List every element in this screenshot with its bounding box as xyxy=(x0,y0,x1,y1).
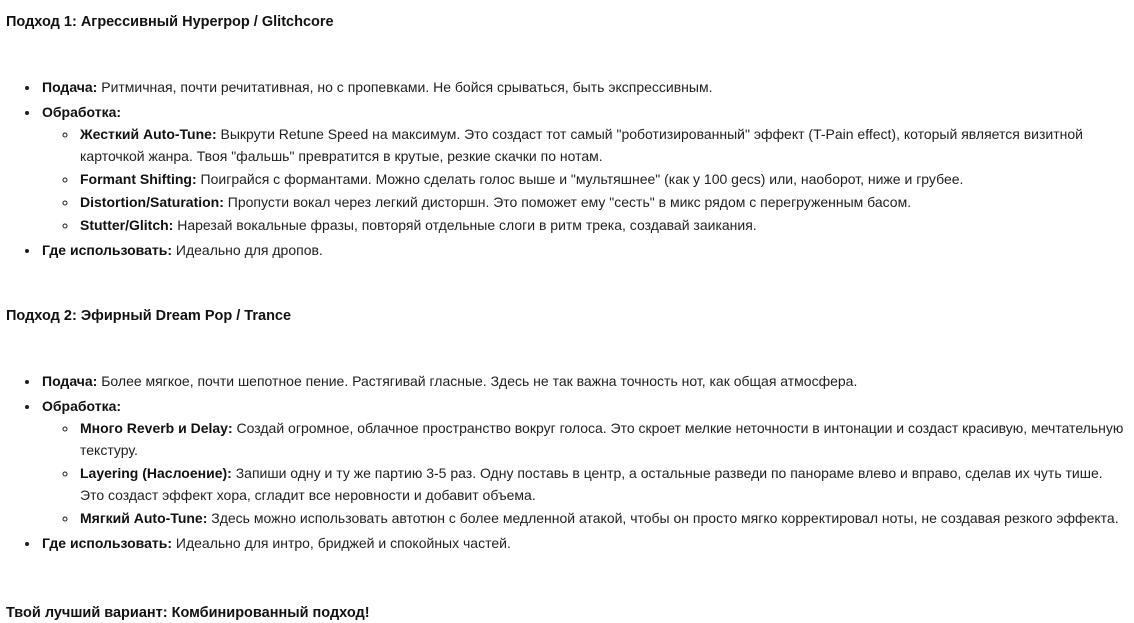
list-item xyxy=(78,507,1126,529)
item-text: Выкрути Retune Speed на максимум. Это создаст тот самый "роботизированный" эффект (T-Pain effect), который является визитной карточкой жанра. Твоя "фальшь" превратится в крутые, резкие скачки по нотам. xyxy=(80,126,1083,164)
footer-spacer xyxy=(6,557,1126,603)
section-approach-1 xyxy=(6,12,1126,261)
item-text: Создай огромное, облачное пространство вокруг голоса. Это скроет мелкие неточности в интонации и создаст красивую, мечтательную текстуру. xyxy=(80,420,1124,458)
list-item xyxy=(78,214,1126,236)
section-heading: Подход 2: Эфирный Dream Pop / Trance xyxy=(6,308,292,324)
item-text: Пропусти вокал через легкий дисторшн. Это поможет ему "сесть" в микс рядом с перегруженным басом. xyxy=(227,194,912,210)
section-heading: Подход 1: Агрессивный Hyperpop / Glitchcore xyxy=(6,14,334,30)
item-label: Где использовать: xyxy=(42,242,173,258)
list-item xyxy=(78,123,1126,167)
item-text: Идеально для интро, бриджей и спокойных частей. xyxy=(175,535,511,551)
item-text: Здесь можно использовать автотюн с более медленной атакой, чтобы он просто мягко корректировал ноты, не создавая резкого эффекта. xyxy=(211,510,1119,526)
section-approach-2 xyxy=(6,306,1126,554)
list-item xyxy=(40,370,1126,392)
list-item xyxy=(40,395,1126,529)
item-text: Ритмичная, почти речитативная, но с пропевками. Не бойся срываться, быть экспрессивным. xyxy=(101,79,713,95)
document-body xyxy=(6,12,1126,623)
list-item xyxy=(40,239,1126,261)
item-text: Идеально для дропов. xyxy=(175,242,323,258)
item-label: Stutter/Glitch: xyxy=(80,217,174,233)
item-label: Много Reverb и Delay: xyxy=(80,420,233,436)
item-label: Layering (Наслоение): xyxy=(80,465,232,481)
list-item xyxy=(78,168,1126,190)
item-text: Более мягкое, почти шепотное пение. Растягивай гласные. Здесь не так важна точность нот, как общая атмосфера. xyxy=(101,373,858,389)
item-label: Подача: xyxy=(42,373,98,389)
item-label: Formant Shifting: xyxy=(80,171,197,187)
list-item xyxy=(78,462,1126,506)
item-text: Запиши одну и ту же партию 3-5 раз. Одну поставь в центр, а остальные разведи по панораме влево и вправо, сделав их чуть тише. Это создаст эффект хора, сгладит все неровности и добавит объема. xyxy=(80,465,1103,503)
item-label: Подача: xyxy=(42,79,98,95)
item-label: Где использовать: xyxy=(42,535,173,551)
sub-bullet-list xyxy=(42,417,1126,529)
list-item xyxy=(40,76,1126,98)
item-label: Обработка: xyxy=(42,398,122,414)
section-spacer xyxy=(6,264,1126,306)
item-text: Нарезай вокальные фразы, повторяй отдельные слоги в ритм трека, создавай заикания. xyxy=(177,217,757,233)
footer-heading: Твой лучший вариант: Комбинированный подход! xyxy=(6,605,370,621)
bullet-list xyxy=(6,370,1126,554)
list-item xyxy=(78,417,1126,461)
item-label: Мягкий Auto-Tune: xyxy=(80,510,208,526)
item-label: Обработка: xyxy=(42,104,122,120)
list-item xyxy=(40,532,1126,554)
list-item xyxy=(78,191,1126,213)
sub-bullet-list xyxy=(42,123,1126,236)
bullet-list xyxy=(6,76,1126,261)
list-item xyxy=(40,101,1126,236)
item-label: Жесткий Auto-Tune: xyxy=(80,126,217,142)
item-text: Поиграйся с формантами. Можно сделать голос выше и "мультяшнее" (как у 100 gecs) или, наоборот, ниже и грубее. xyxy=(200,171,964,187)
item-label: Distortion/Saturation: xyxy=(80,194,224,210)
